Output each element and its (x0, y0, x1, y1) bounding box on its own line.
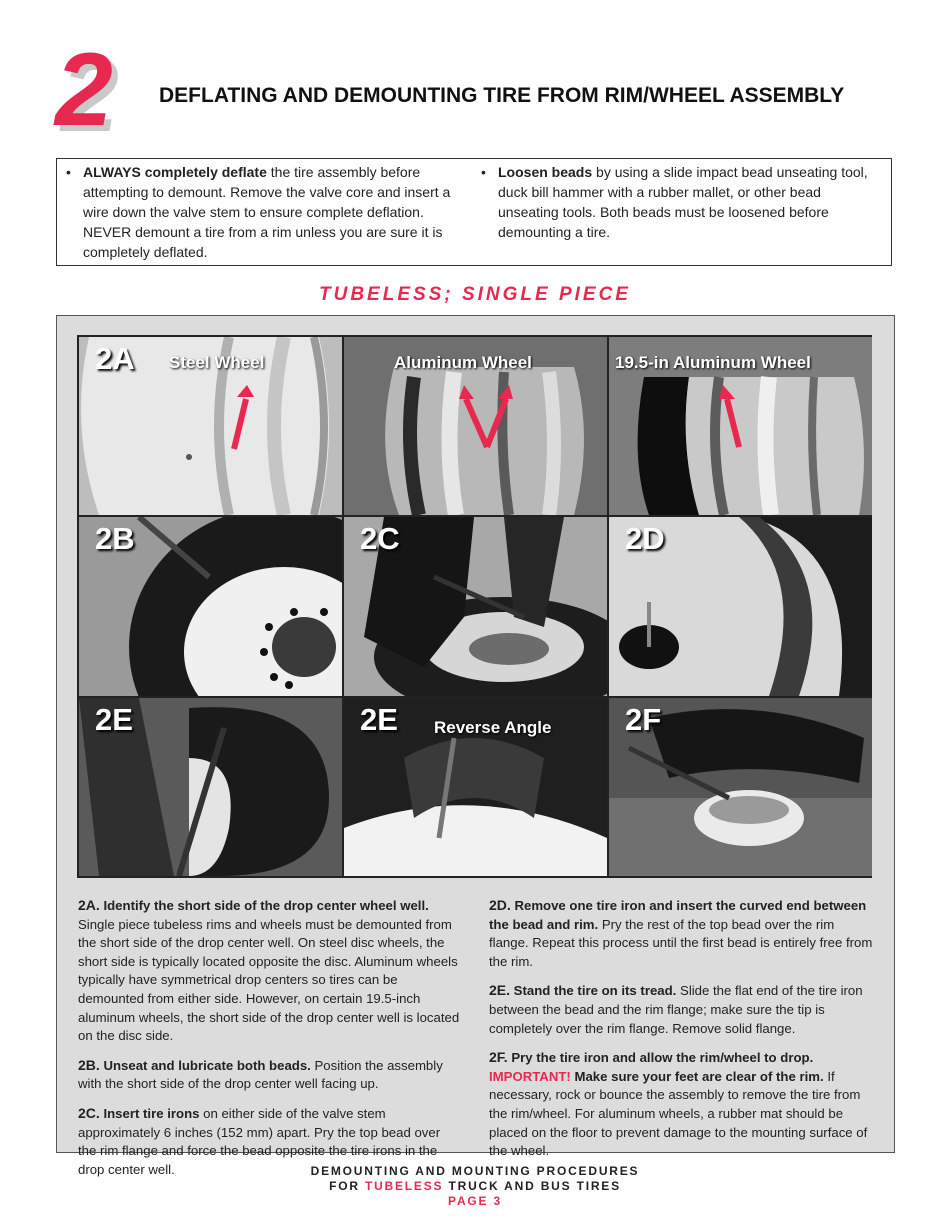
intro-bullet-bold: ALWAYS completely deflate (83, 164, 267, 180)
photo-19-5-aluminum-wheel (609, 337, 872, 515)
photo-tag: 2E (95, 702, 133, 737)
intro-column-left (57, 159, 472, 265)
footer-line-1: DEMOUNTING AND MOUNTING PROCEDURES (310, 1164, 640, 1178)
step-text: If necessary, rock or bounce the assembly to remove the tire from the rim/wheel. For aluminum wheels, a rubber mat should be placed on the floor to prevent damage to the mounting surface of the wheel. (489, 1068, 868, 1159)
page-title: DEFLATING AND DEMOUNTING TIRE FROM RIM/WHEEL ASSEMBLY (159, 84, 845, 107)
steps-left-column (78, 896, 460, 1189)
footer-suffix: TRUCK AND BUS TIRES (443, 1179, 621, 1193)
intro-bullet-text: the tire assembly before attempting to demount. Remove the valve core and insert a wire down the valve stem to ensure complete deflation. NEVER demount a tire from a rim unless you are sure it is completely deflated. (83, 164, 451, 260)
intro-bullet (498, 159, 871, 242)
photo-2f (609, 698, 872, 876)
photo-tag: 2E (360, 702, 398, 737)
intro-bullet-bold: Loosen beads (498, 164, 593, 180)
photo-2e (79, 698, 342, 876)
footer-tubeless: TUBELESS (364, 1179, 444, 1193)
photo-caption: Reverse Angle (434, 718, 552, 737)
step-label: 2F. (489, 1049, 508, 1066)
footer-line-2 (0, 1179, 950, 1194)
footer-prefix: FOR (329, 1179, 365, 1193)
photo-2a-steel-wheel (79, 337, 342, 515)
page-footer (0, 1164, 950, 1209)
photo-2d (609, 517, 872, 696)
step-2b (78, 1056, 460, 1094)
photo-2e-reverse-angle (344, 698, 607, 876)
step-label: 2E. (489, 982, 511, 999)
step-2e (489, 981, 875, 1038)
intro-bullet-text: by using a slide impact bead unseating tool, duck bill hammer with a rubber mallet, or other bead unseating tools. Both beads must be loosened before demounting a tire. (498, 164, 868, 240)
photo-caption: Aluminum Wheel (394, 353, 532, 372)
step-heading: Insert tire irons (99, 1105, 200, 1121)
photo-caption: Steel Wheel (169, 353, 265, 372)
step-heading-2: Make sure your feet are clear of the rim. (570, 1068, 824, 1084)
intro-column-right (472, 159, 891, 265)
photo-grid (77, 335, 872, 878)
step-label: 2A. (78, 897, 100, 913)
photo-tag: 2F (625, 702, 662, 737)
step-text: on either side of the valve stem approximately 6 inches (152 mm) apart. Pry the top bead over the rim flange and force the bead opposite the tire irons in the drop center well. (78, 1105, 441, 1177)
photo-tag: 2B (95, 521, 135, 556)
photo-aluminum-wheel (344, 337, 607, 515)
photo-2c (344, 517, 607, 696)
important-warning: IMPORTANT! (489, 1068, 571, 1084)
step-heading: Remove one tire iron and insert the curved end between the bead and rim. (489, 898, 867, 932)
step-label: 2B. (78, 1056, 100, 1073)
section-title: TUBELESS; SINGLE PIECE (319, 284, 631, 305)
step-text: Position the assembly with the short side of the drop center well facing up. (78, 1057, 443, 1092)
steps-right-column (489, 896, 875, 1171)
step-number: 2 (55, 32, 109, 148)
step-heading: Unseat and lubricate both beads. (99, 1057, 311, 1073)
step-2d (489, 896, 875, 971)
step-2a (78, 896, 460, 1046)
step-text: Slide the flat end of the tire iron between the bead and the rim flange; make sure the tip is completely over the rim flange. Remove solid flange. (489, 983, 863, 1036)
photo-tag: 2C (360, 521, 400, 556)
step-heading: Pry the tire iron and allow the rim/wheel to drop. (507, 1050, 814, 1066)
step-text: Pry the rest of the top bead over the rim flange. Repeat this process until the first bead is entirely free from the rim. (489, 916, 873, 969)
page-number: PAGE 3 (448, 1194, 502, 1208)
step-heading: Identify the short side of the drop center wheel well. (99, 898, 429, 913)
step-text: Single piece tubeless rims and wheels must be demounted from the short side of the drop center well. On steel disc wheels, the short side is typically located opposite the disc. Aluminum wheels typically have symmetrical drop centers so tires can be demounted from either side. However, on certain 19.5-inch aluminum wheels, the short side of the drop center well is located on the disc side. (78, 916, 460, 1044)
step-2f (489, 1048, 875, 1161)
photo-tag: 2D (625, 521, 665, 556)
photo-tag: 2A (95, 341, 135, 376)
photo-caption: 19.5-in Aluminum Wheel (615, 353, 811, 372)
step-label: 2C. (78, 1104, 100, 1121)
step-label: 2D. (489, 897, 511, 913)
intro-bullet (83, 159, 456, 262)
step-heading: Stand the tire on its tread. (510, 983, 677, 999)
photo-2b (79, 517, 342, 696)
intro-box (56, 158, 892, 266)
